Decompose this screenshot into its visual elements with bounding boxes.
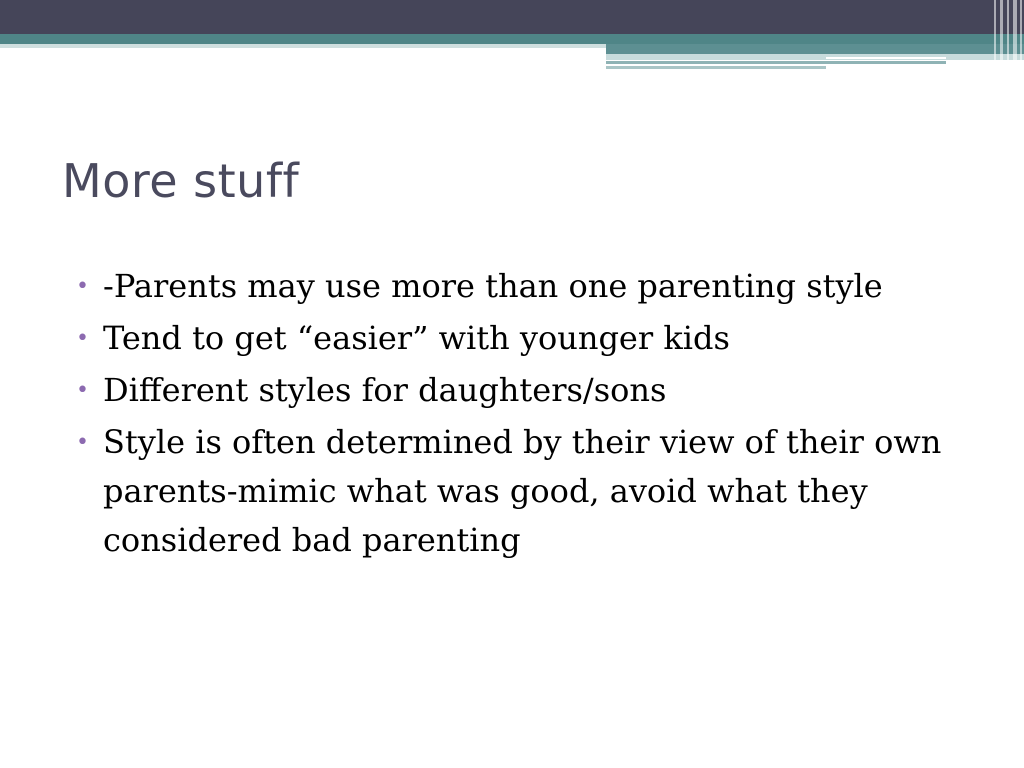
- bullet-list: [76, 262, 956, 568]
- header-vertical-stripes: [990, 0, 1024, 68]
- header-accent-block: [606, 44, 1024, 54]
- list-item: [76, 262, 956, 311]
- slide-title: More stuff: [62, 154, 300, 208]
- bullet-icon: •: [76, 378, 89, 403]
- list-item: [76, 366, 956, 415]
- header-band-dark: [0, 0, 1024, 34]
- bullet-icon: •: [76, 274, 89, 299]
- header-accent-light: [606, 54, 1024, 60]
- bullet-icon: •: [76, 430, 89, 455]
- header-accent-line: [826, 57, 946, 59]
- bullet-text: -Parents may use more than one parenting style: [103, 267, 883, 305]
- list-item: [76, 314, 956, 363]
- bullet-icon: •: [76, 326, 89, 351]
- header-band-teal: [0, 34, 1024, 44]
- list-item: [76, 418, 956, 565]
- bullet-text: Different styles for daughters/sons: [103, 371, 667, 409]
- bullet-text: Style is often determined by their view of their own parents-mimic what was good, avoid what they considered bad parenting: [103, 423, 942, 559]
- bullet-text: Tend to get “easier” with younger kids: [103, 319, 730, 357]
- header-accent-line: [606, 61, 946, 64]
- header-accent-line: [606, 66, 826, 69]
